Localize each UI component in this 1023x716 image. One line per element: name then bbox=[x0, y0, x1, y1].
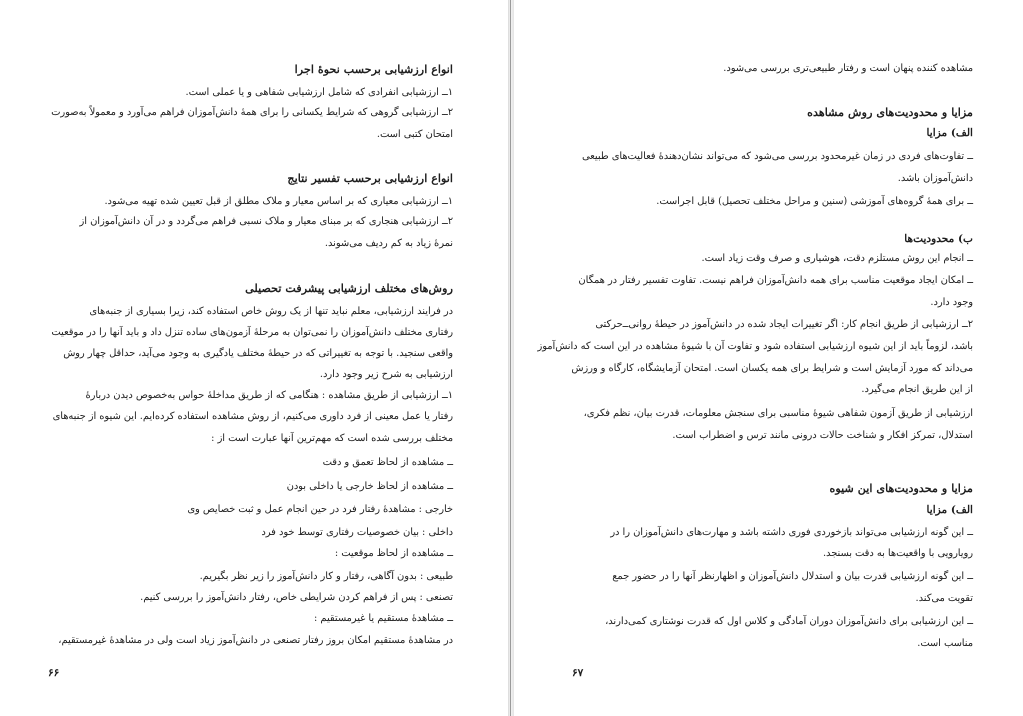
list-item: خارجی : مشاهدهٔ رفتار فرد در حین انجام عمل و ثبت خصایص وی bbox=[187, 504, 453, 515]
text-line: رویارویی با واقعیت‌ها به دقت بسنجد. bbox=[822, 548, 973, 559]
list-item: ــ مشاهدهٔ مستقیم یا غیرمستقیم : bbox=[314, 613, 453, 624]
text-line: باشد، لزوماً باید از این شیوه ارزشیابی استفاده شود و تفاوت آن با شیوهٔ مشاهده در این است که دانش‌آموز bbox=[537, 341, 973, 352]
text-line: دانش‌آموزان باشد. bbox=[897, 173, 973, 184]
text-line: رفتاری مختلف دانش‌آموزان را نمی‌توان به مرحلهٔ آزمون‌های ساده تنزل داد و باید آنها را در موقعیت bbox=[51, 327, 453, 338]
text-line: نمرهٔ زیاد به کم ردیف می‌شوند. bbox=[324, 238, 453, 249]
text-line: ــ انجام این روش مستلزم دقت، هوشیاری و صرف وقت زیاد است. bbox=[701, 253, 973, 264]
text-line: ــ امکان ایجاد موقعیت مناسب برای همه دانش‌آموزان فراهم نیست. تفاوت تفسیر رفتار در همگان bbox=[578, 275, 973, 286]
subheading-limitations: ب) محدودیت‌ها bbox=[904, 233, 973, 245]
text-line: از این طریق انجام می‌گیرد. bbox=[861, 384, 973, 395]
heading-method-pros-cons: مزایا و محدودیت‌های این شیوه bbox=[829, 481, 973, 495]
list-item: ــ مشاهده از لحاظ خارجی یا داخلی بودن bbox=[286, 481, 453, 492]
text-line: ۱ــ ارزشیابی از طریق مشاهده : هنگامی که از طریق مداخلهٔ حواس به‌خصوص دیدن دربارهٔ bbox=[85, 390, 453, 401]
text-line: مناسب است. bbox=[917, 638, 973, 649]
text-line: ۲ــ ارزشیابی از طریق انجام کار: اگر تغییرات ایجاد شده در دانش‌آموز در حیطهٔ روانی‌ــ‌حرکتی bbox=[595, 319, 973, 330]
text-line: ــ تفاوت‌های فردی در زمان غیرمحدود بررسی می‌شود که می‌تواند نشان‌دهندهٔ فعالیت‌های طبیعی bbox=[582, 151, 973, 162]
gutter-line bbox=[510, 0, 511, 716]
text-line: استدلال، تمرکز افکار و شناخت حالات درونی مانند ترس و اضطراب است. bbox=[672, 430, 973, 441]
heading-by-interpretation: انواع ارزشیابی برحسب تفسیر نتایج bbox=[287, 171, 453, 185]
list-item: طبیعی : بدون آگاهی، رفتار و کار دانش‌آموز را زیر نظر بگیریم. bbox=[199, 571, 453, 582]
left-page bbox=[0, 0, 508, 716]
text-line: رفتار یا عمل معینی از فرد داوری می‌کنیم، از روش مشاهده استفاده کرده‌ایم. این شیوه از جنبه‌های bbox=[52, 411, 453, 422]
text-line: ارزشیابی به شرح زیر وجود دارد. bbox=[319, 369, 453, 380]
subheading-advantages: الف) مزایا bbox=[926, 127, 973, 139]
text-line: در فرایند ارزشیابی، معلم نباید تنها از یک روش خاص استفاده کند، زیرا بسیاری از جنبه‌های bbox=[89, 306, 453, 317]
list-item: تصنعی : پس از فراهم کردن شرایطی خاص، رفتار دانش‌آموز را بررسی کنیم. bbox=[140, 592, 453, 603]
text-line: مختلف بررسی شده است که مهم‌ترین آنها عبارت است از : bbox=[211, 433, 453, 444]
text-line: در مشاهدهٔ مستقیم امکان بروز رفتار تصنعی در دانش‌آموز زیاد است ولی در مشاهدهٔ غیرمستقیم، bbox=[58, 635, 453, 646]
text-line: تقویت می‌کند. bbox=[915, 593, 973, 604]
text-line: ــ این گونه ارزشیابی قدرت بیان و استدلال دانش‌آموزان و اظهارنظر آنها را در حضور جمع bbox=[612, 571, 973, 582]
page-number: ۶۶ bbox=[48, 667, 60, 679]
subheading-advantages: الف) مزایا bbox=[926, 504, 973, 516]
text-line: ارزشیابی از طریق آزمون شفاهی شیوهٔ مناسبی برای سنجش معلومات، قدرت بیان، نظم فکری، bbox=[583, 408, 973, 419]
text-line: ۲ــ ارزشیابی گروهی که شرایط یکسانی را برای همهٔ دانش‌آموزان فراهم می‌آورد و معمولاً به‌صورت bbox=[51, 107, 453, 118]
text-line: وجود دارد. bbox=[930, 297, 973, 308]
text-line: ۲ــ ارزشیابی هنجاری که بر مبنای معیار و ملاک نسبی فراهم می‌گردد و در آن دانش‌آموزان از bbox=[79, 216, 453, 227]
text-line: امتحان کتبی است. bbox=[376, 129, 453, 140]
right-page bbox=[514, 0, 1023, 716]
text-line: ــ برای همهٔ گروه‌های آموزشی (سنین و مراحل مختلف تحصیل) قابل اجراست. bbox=[656, 196, 973, 207]
heading-observation-pros-cons: مزایا و محدودیت‌های روش مشاهده bbox=[807, 105, 973, 119]
text-line: ــ این گونه ارزشیابی می‌تواند بازخوردی فوری داشته باشد و مهارت‌های دانش‌آموزان را در bbox=[610, 527, 973, 538]
heading-by-execution: انواع ارزشیابی برحسب نحوهٔ اجرا bbox=[294, 62, 453, 76]
list-item: ــ مشاهده از لحاظ موقعیت : bbox=[334, 548, 453, 559]
text-line: می‌داند که مورد آزمایش است و شرایط برای همه یکسان است. امتحان آزمایشگاه، کارگاه و ورزش bbox=[571, 363, 973, 374]
text-line: واقعی سنجید. با توجه به تغییراتی که در حیطهٔ مختلف یادگیری به وجود می‌آید، حداقل چهار روش bbox=[63, 348, 453, 359]
list-item: ــ مشاهده از لحاظ تعمق و دقت bbox=[322, 457, 453, 468]
text-line: ۱ــ ارزشیابی معیاری که بر اساس معیار و ملاک مطلق از قبل تعیین شده تهیه می‌شود. bbox=[104, 196, 453, 207]
heading-evaluation-methods: روش‌های مختلف ارزشیابی پیشرفت تحصیلی bbox=[245, 281, 453, 295]
text-line: مشاهده کننده پنهان است و رفتار طبیعی‌تری بررسی می‌شود. bbox=[723, 63, 973, 74]
text-line: ــ این ارزشیابی برای دانش‌آموزان دوران آمادگی و کلاس اول که قدرت نوشتاری کمی‌دارند، bbox=[605, 616, 973, 627]
list-item: داخلی : بیان خصوصیات رفتاری توسط خود فرد bbox=[261, 527, 453, 538]
text-line: ۱ــ ارزشیابی انفرادی که شامل ارزشیابی شفاهی و یا عملی است. bbox=[185, 87, 453, 98]
page-number: ۶۷ bbox=[572, 667, 584, 679]
